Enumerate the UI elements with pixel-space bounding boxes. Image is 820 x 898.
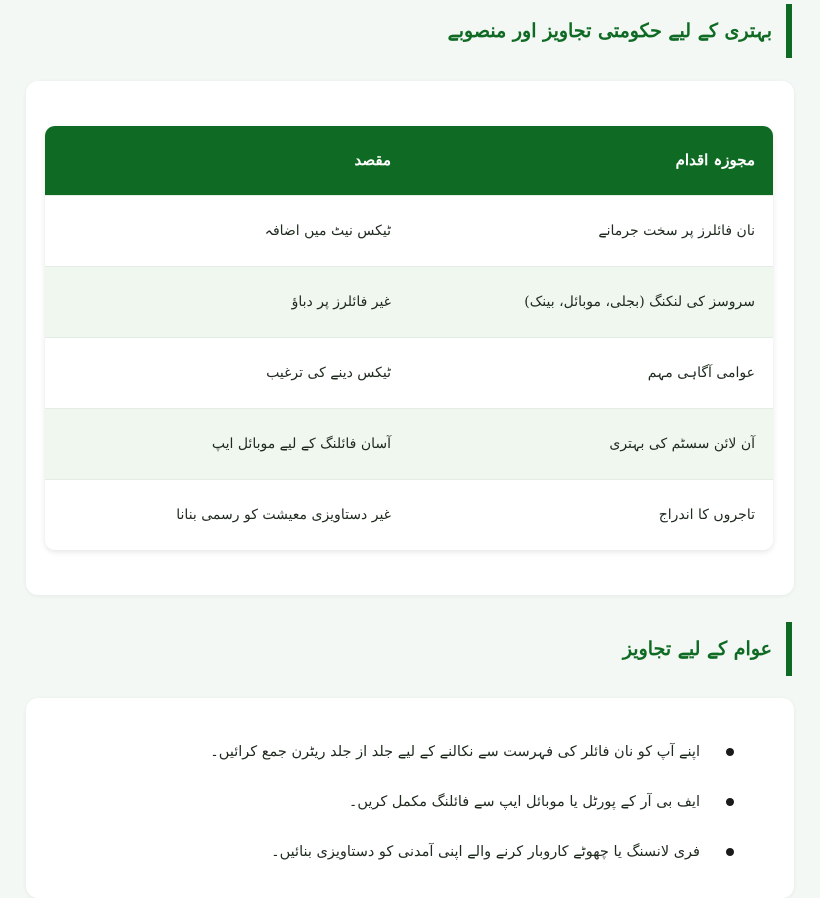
table-row xyxy=(45,337,773,408)
table-row xyxy=(45,408,773,479)
table-header-row xyxy=(45,126,773,195)
purpose-cell: غیر دستاویزی معیشت کو رسمی بنانا xyxy=(176,506,391,523)
measure-cell: نان فائلرز پر سخت جرمانے xyxy=(598,222,755,239)
list-item: اپنے آپ کو نان فائلر کی فہرست سے نکالنے کے لیے جلد از جلد ریٹرن جمع کرائیں۔ xyxy=(210,740,734,790)
table-row xyxy=(45,195,773,266)
measure-cell: تاجروں کا اندراج xyxy=(658,506,755,523)
plans-card xyxy=(26,81,794,595)
measure-cell: آن لائن سسٹم کی بہتری xyxy=(609,435,755,452)
section-title-public: عوام کے لیے تجاویز xyxy=(622,638,772,660)
measure-cell: عوامی آگاہی مہم xyxy=(647,364,755,381)
purpose-cell: آسان فائلنگ کے لیے موبائل ایپ xyxy=(211,435,391,452)
section-heading-plans xyxy=(448,4,792,58)
header-measure: مجوزہ اقدام xyxy=(675,151,755,170)
measure-cell: سروسز کی لنکنگ (بجلی، موبائل، بینک) xyxy=(524,293,755,310)
purpose-cell: ٹیکس دینے کی ترغیب xyxy=(266,364,391,381)
plans-table xyxy=(45,126,773,550)
section-title-plans: بہتری کے لیے حکومتی تجاویز اور منصوبے xyxy=(447,20,772,42)
purpose-cell: ٹیکس نیٹ میں اضافہ xyxy=(264,222,391,239)
list-item: ایف بی آر کے پورٹل یا موبائل ایپ سے فائلنگ مکمل کریں۔ xyxy=(210,790,734,840)
section-heading-public xyxy=(623,622,792,676)
table-row xyxy=(45,479,773,550)
header-purpose: مقصد xyxy=(354,151,391,170)
tips-list xyxy=(210,740,734,890)
purpose-cell: غیر فائلرز پر دباؤ xyxy=(291,293,391,310)
list-item: فری لانسنگ یا چھوٹے کاروبار کرنے والے اپنی آمدنی کو دستاویزی بنائیں۔ xyxy=(210,840,734,890)
public-tips-card xyxy=(26,698,794,898)
table-row xyxy=(45,266,773,337)
